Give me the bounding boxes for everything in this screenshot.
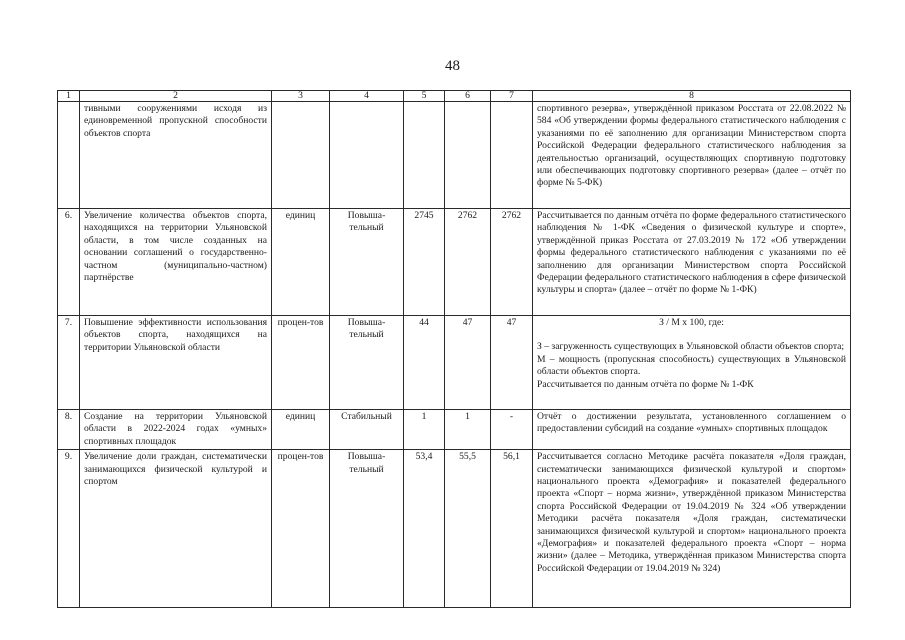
spacer: [537, 329, 846, 341]
calculation-formula: З / М х 100, где:: [659, 317, 724, 328]
column-header: 5: [404, 91, 445, 102]
row-number: [58, 102, 80, 209]
unit-of-measure: процен-тов: [272, 316, 330, 410]
direction: [330, 102, 404, 209]
value-1: 44: [404, 316, 445, 410]
direction: Повыша-тельный: [330, 316, 404, 410]
column-header: 2: [80, 91, 272, 102]
value-1: 53,4: [404, 450, 445, 608]
row-number: 9.: [58, 450, 80, 608]
indicator-name: тивными сооружениями исходя из единовременной пропускной способности объектов спорта: [80, 102, 272, 209]
row-number: 6.: [58, 209, 80, 316]
table-row: [58, 102, 851, 209]
calculation-method: Рассчитывается по данным отчёта по форме федерального статистического наблюдения № 1-ФК «Сведения о физической культуре и спорте», утверждённой приказ Росстата от 27.03.2019 № 172 «Об утверждении формы федерального статистического наблюдения с указаниями по её заполнению для организации Министерством спорта Российской Федерации федерального статистического наблюдения в сфере физической культуры и спорта» (далее – отчёт по форме № 1-ФК): [533, 209, 851, 316]
row-number: 8.: [58, 410, 80, 450]
direction: Повыша-тельный: [330, 209, 404, 316]
unit-of-measure: процен-тов: [272, 450, 330, 608]
column-header: 6: [445, 91, 491, 102]
table-row: [58, 209, 851, 316]
unit-of-measure: единиц: [272, 209, 330, 316]
value-2: 55,5: [445, 450, 491, 608]
indicator-name: Повышение эффективности использования объектов спорта, находящихся на территории Ульяновской области: [80, 316, 272, 410]
direction: Стабильный: [330, 410, 404, 450]
column-header: 3: [272, 91, 330, 102]
page-number: 48: [445, 58, 460, 74]
method-line: М – мощность (пропускная способность) существующих в Ульяновской области объектов спорта.: [537, 353, 846, 378]
table-row: [58, 410, 851, 450]
table-row: [58, 316, 851, 410]
indicator-name: Создание на территории Ульяновской области в 2022-2024 годах «умных» спортивных площадок: [80, 410, 272, 450]
column-header: 8: [533, 91, 851, 102]
unit-of-measure: единиц: [272, 410, 330, 450]
value-2: [445, 102, 491, 209]
method-line: З – загруженность существующих в Ульяновской области объектов спорта;: [537, 341, 845, 353]
value-1: [404, 102, 445, 209]
value-1: 2745: [404, 209, 445, 316]
indicator-name: Увеличение доли граждан, систематически занимающихся физической культурой и спортом: [80, 450, 272, 608]
direction: Повыша-тельный: [330, 450, 404, 608]
column-header: 4: [330, 91, 404, 102]
header-row: [58, 91, 851, 102]
calculation-method: Отчёт о достижении результата, установленного соглашением о предоставлении субсидий на создание «умных» спортивных площадок: [533, 410, 851, 450]
indicators-table: [57, 90, 851, 608]
value-1: 1: [404, 410, 445, 450]
unit-of-measure: [272, 102, 330, 209]
method-line: Рассчитывается по данным отчёта по форме № 1-ФК: [537, 378, 754, 390]
table-row: [58, 450, 851, 608]
value-3: -: [491, 410, 533, 450]
value-2: 1: [445, 410, 491, 450]
value-2: 47: [445, 316, 491, 410]
column-header: 7: [491, 91, 533, 102]
calculation-method: [533, 316, 851, 410]
calculation-method: спортивного резерва», утверждённой приказом Росстата от 22.08.2022 № 584 «Об утверждении формы федерального статистического наблюдения с указаниями по её заполнению для организации Министерством спорта Российской Федерации федерального статистического наблюдения за деятельностью организаций, осуществляющих спортивную подготовку или обеспечивающих подготовку спортивного резерва» (далее – отчёт по форме № 5-ФК): [533, 102, 851, 209]
value-3: [491, 102, 533, 209]
calculation-method: Рассчитывается согласно Методике расчёта показателя «Доля граждан, систематически занимающихся физической культурой и спортом» национального проекта «Демография» и показателей федерального проекта «Спорт – норма жизни», утверждённой приказом Министерства спорта Российской Федерации от 19.04.2019 № 324 «Об утверждении Методики расчёта показателя «Доля граждан, систематически занимающихся физической культурой и спортом» национального проекта «Демография» и показателей федерального проекта «Спорт – норма жизни» (далее – Методика, утверждённая приказом Министерства спорта Российской Федерации от 19.04.2019 № 324): [533, 450, 851, 608]
column-header: 1: [58, 91, 80, 102]
value-3: 56,1: [491, 450, 533, 608]
value-2: 2762: [445, 209, 491, 316]
value-3: 2762: [491, 209, 533, 316]
row-number: 7.: [58, 316, 80, 410]
value-3: 47: [491, 316, 533, 410]
indicator-name: Увеличение количества объектов спорта, находящихся на территории Ульяновской области, в том числе созданных на основании соглашений о государственно-частном (муниципально-частном) партнёрстве: [80, 209, 272, 316]
